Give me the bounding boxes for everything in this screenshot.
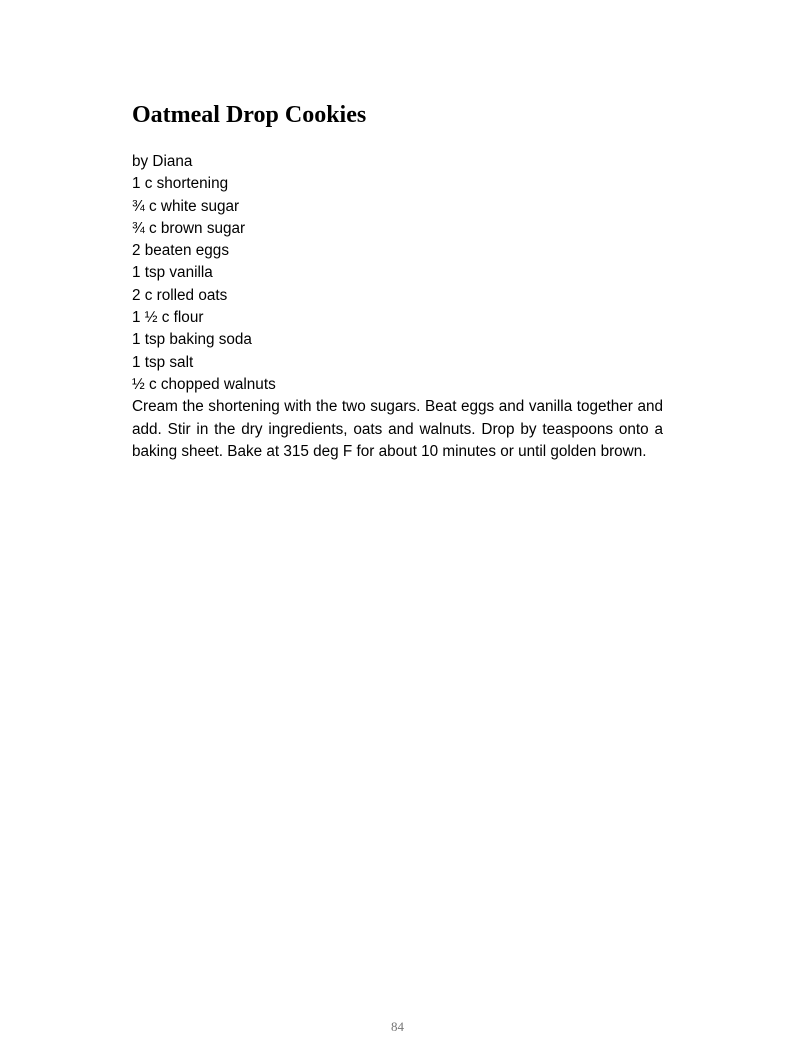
ingredient-item: 2 c rolled oats (132, 286, 228, 304)
ingredient-item: ½ c chopped walnuts (132, 375, 276, 393)
recipe-content (132, 151, 663, 463)
ingredient-item: 1 c shortening (132, 175, 229, 193)
recipe-title: Oatmeal Drop Cookies (132, 102, 367, 128)
ingredient-item: ¾ c white sugar (132, 197, 240, 215)
ingredient-item: 1 tsp vanilla (132, 264, 213, 282)
ingredient-item: 2 beaten eggs (132, 242, 229, 260)
ingredient-list (132, 173, 663, 396)
ingredient-item: 1 ½ c flour (132, 309, 204, 327)
ingredient-item: 1 tsp salt (132, 353, 194, 371)
ingredient-item: ¾ c brown sugar (132, 219, 246, 237)
recipe-instructions: Cream the shortening with the two sugars. Beat eggs and vanilla together and add. Stir in the dry ingredients, oats and walnuts. Drop by teaspoons onto a baking sheet. Bake at 315 deg F for about 10 minutes or until golden brown. (132, 398, 663, 460)
ingredient-item: 1 tsp baking soda (132, 331, 252, 349)
recipe-author: by Diana (132, 153, 193, 170)
page-number: 84 (391, 1019, 404, 1034)
